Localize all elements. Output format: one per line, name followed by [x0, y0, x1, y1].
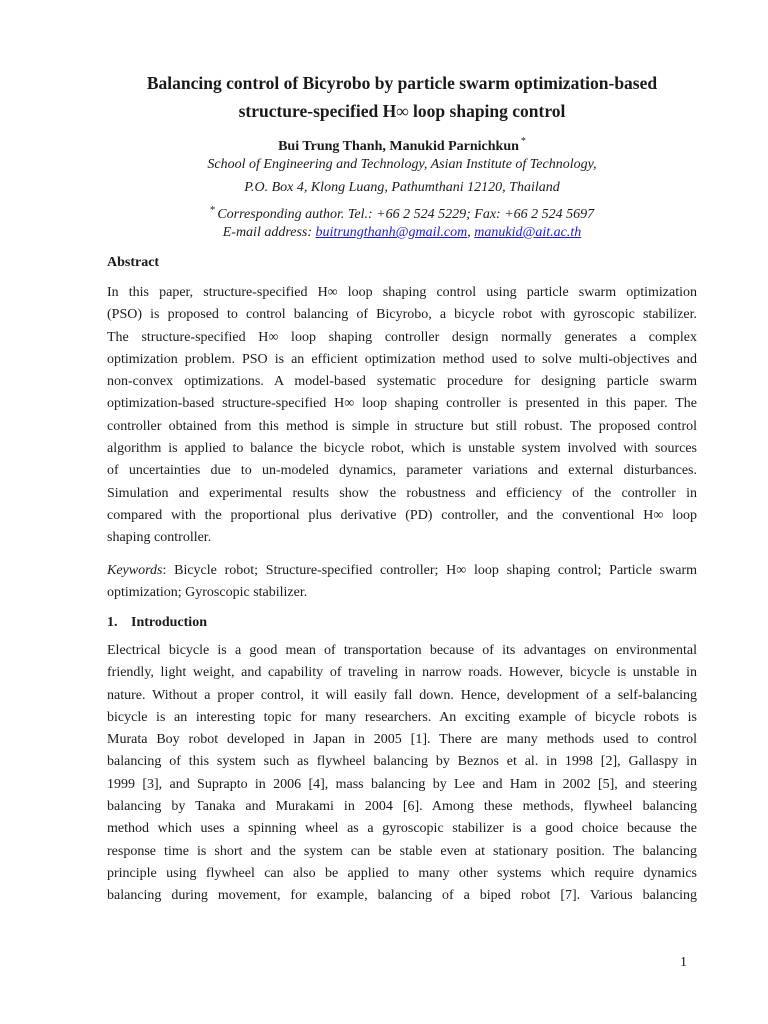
- page-number: 1: [680, 955, 687, 970]
- intro-line: Murata Boy robot developed in Japan in 2005 [1]. There are many methods used to control: [107, 732, 697, 748]
- email-link-1[interactable]: buitrungthanh@gmail.com: [315, 225, 468, 240]
- email-label: E-mail address:: [222, 225, 313, 240]
- intro-line: 1999 [3], and Suprapto in 2006 [4], mass balancing by Lee and Ham in 2002 [5], and steering: [107, 776, 697, 792]
- affiliation-line-1: School of Engineering and Technology, Asian Institute of Technology,: [207, 157, 597, 172]
- intro-line: method which uses a spinning wheel as a gyroscopic stabilizer is a good choice because the: [107, 821, 697, 837]
- email-link-2[interactable]: manukid@ait.ac.th: [474, 225, 582, 240]
- intro-line: balancing during movement, for example, balancing of a biped robot [7]. Various balancing: [107, 888, 697, 904]
- abstract-heading: Abstract: [107, 255, 160, 270]
- intro-line: friendly, light weight, and capability of traveling in narrow roads. However, bicycle is unstable in: [107, 665, 697, 681]
- abstract-line: Simulation and experimental results show the robustness and efficiency of the controller in: [107, 485, 697, 501]
- abstract-line: In this paper, structure-specified H∞ loop shaping control using particle swarm optimization: [107, 285, 697, 300]
- email-separator: ,: [467, 225, 471, 240]
- abstract-body: [107, 282, 697, 550]
- intro-line: balancing of this system such as flywheel balancing by Beznos et al. in 1998 [2], Gallaspy in: [107, 754, 697, 770]
- abstract-line: of uncertainties due to un-modeled dynamics, parameter variations and external disturbances.: [107, 463, 697, 479]
- intro-line: Electrical bicycle is a good mean of transportation because of its advantages on environmental: [107, 643, 697, 658]
- introduction-body: [107, 640, 697, 908]
- introduction-heading: [107, 612, 207, 634]
- paper-title-line-2: structure-specified H∞ loop shaping control: [238, 101, 566, 121]
- abstract-line: optimization-based structure-specified H∞ loop shaping controller is presented in this paper. The: [107, 396, 697, 412]
- abstract-line: non-convex optimizations. A model-based systematic procedure for designing particle swarm: [107, 374, 697, 390]
- intro-line: response time is short and the system can be stable even at stationary position. The balancing: [107, 843, 697, 859]
- intro-line: bicycle is an interesting topic for many researchers. An exciting example of bicycle robots is: [107, 709, 697, 725]
- corresponding-author-text: Corresponding author. Tel.: +66 2 524 5229; Fax: +66 2 524 5697: [217, 207, 595, 222]
- abstract-line: algorithm is applied to balance the bicycle robot, which is unstable system involved with sources: [107, 441, 697, 457]
- corresponding-marker-affiliation: *: [209, 204, 216, 216]
- abstract-line: (PSO) is proposed to control balancing of Bicyrobo, a bicycle robot with gyroscopic stabilizer.: [107, 307, 697, 323]
- keywords-block: [107, 560, 697, 605]
- section-title: Introduction: [131, 615, 207, 630]
- section-number: 1.: [107, 615, 118, 630]
- abstract-line: shaping controller.: [107, 530, 212, 546]
- paper-title-line-1: Balancing control of Bicyrobo by particle swarm optimization-based: [146, 73, 658, 93]
- keywords-label: Keywords: [107, 563, 163, 578]
- keywords-line-1: [107, 560, 697, 582]
- keywords-list-part-1: : Bicycle robot; Structure-specified controller; H∞ loop shaping control; Particle swarm: [162, 563, 697, 578]
- corresponding-marker: *: [520, 136, 526, 147]
- intro-line: principle using flywheel can also be applied to many other systems which require dynamics: [107, 865, 697, 881]
- intro-line: nature. Without a proper control, it will easily fall down. Hence, development of a self-balancing: [107, 687, 697, 703]
- abstract-line: The structure-specified H∞ loop shaping controller design normally generates a complex: [107, 329, 697, 345]
- keywords-list-part-2: optimization; Gyroscopic stabilizer.: [107, 585, 308, 601]
- email-line: [107, 222, 697, 244]
- author-names: Bui Trung Thanh, Manukid Parnichkun: [278, 139, 519, 154]
- intro-line: balancing by Tanaka and Murakami in 2004 [6]. Among these methods, flywheel balancing: [107, 799, 697, 815]
- abstract-line: controller obtained from this method is simple in structure but still robust. The proposed control: [107, 418, 697, 434]
- abstract-line: compared with the proportional plus derivative (PD) controller, and the conventional H∞ loop: [107, 507, 697, 523]
- affiliation-line-2: P.O. Box 4, Klong Luang, Pathumthani 12120, Thailand: [244, 180, 560, 195]
- abstract-line: optimization problem. PSO is an efficient optimization method used to solve multi-objectives and: [107, 351, 697, 367]
